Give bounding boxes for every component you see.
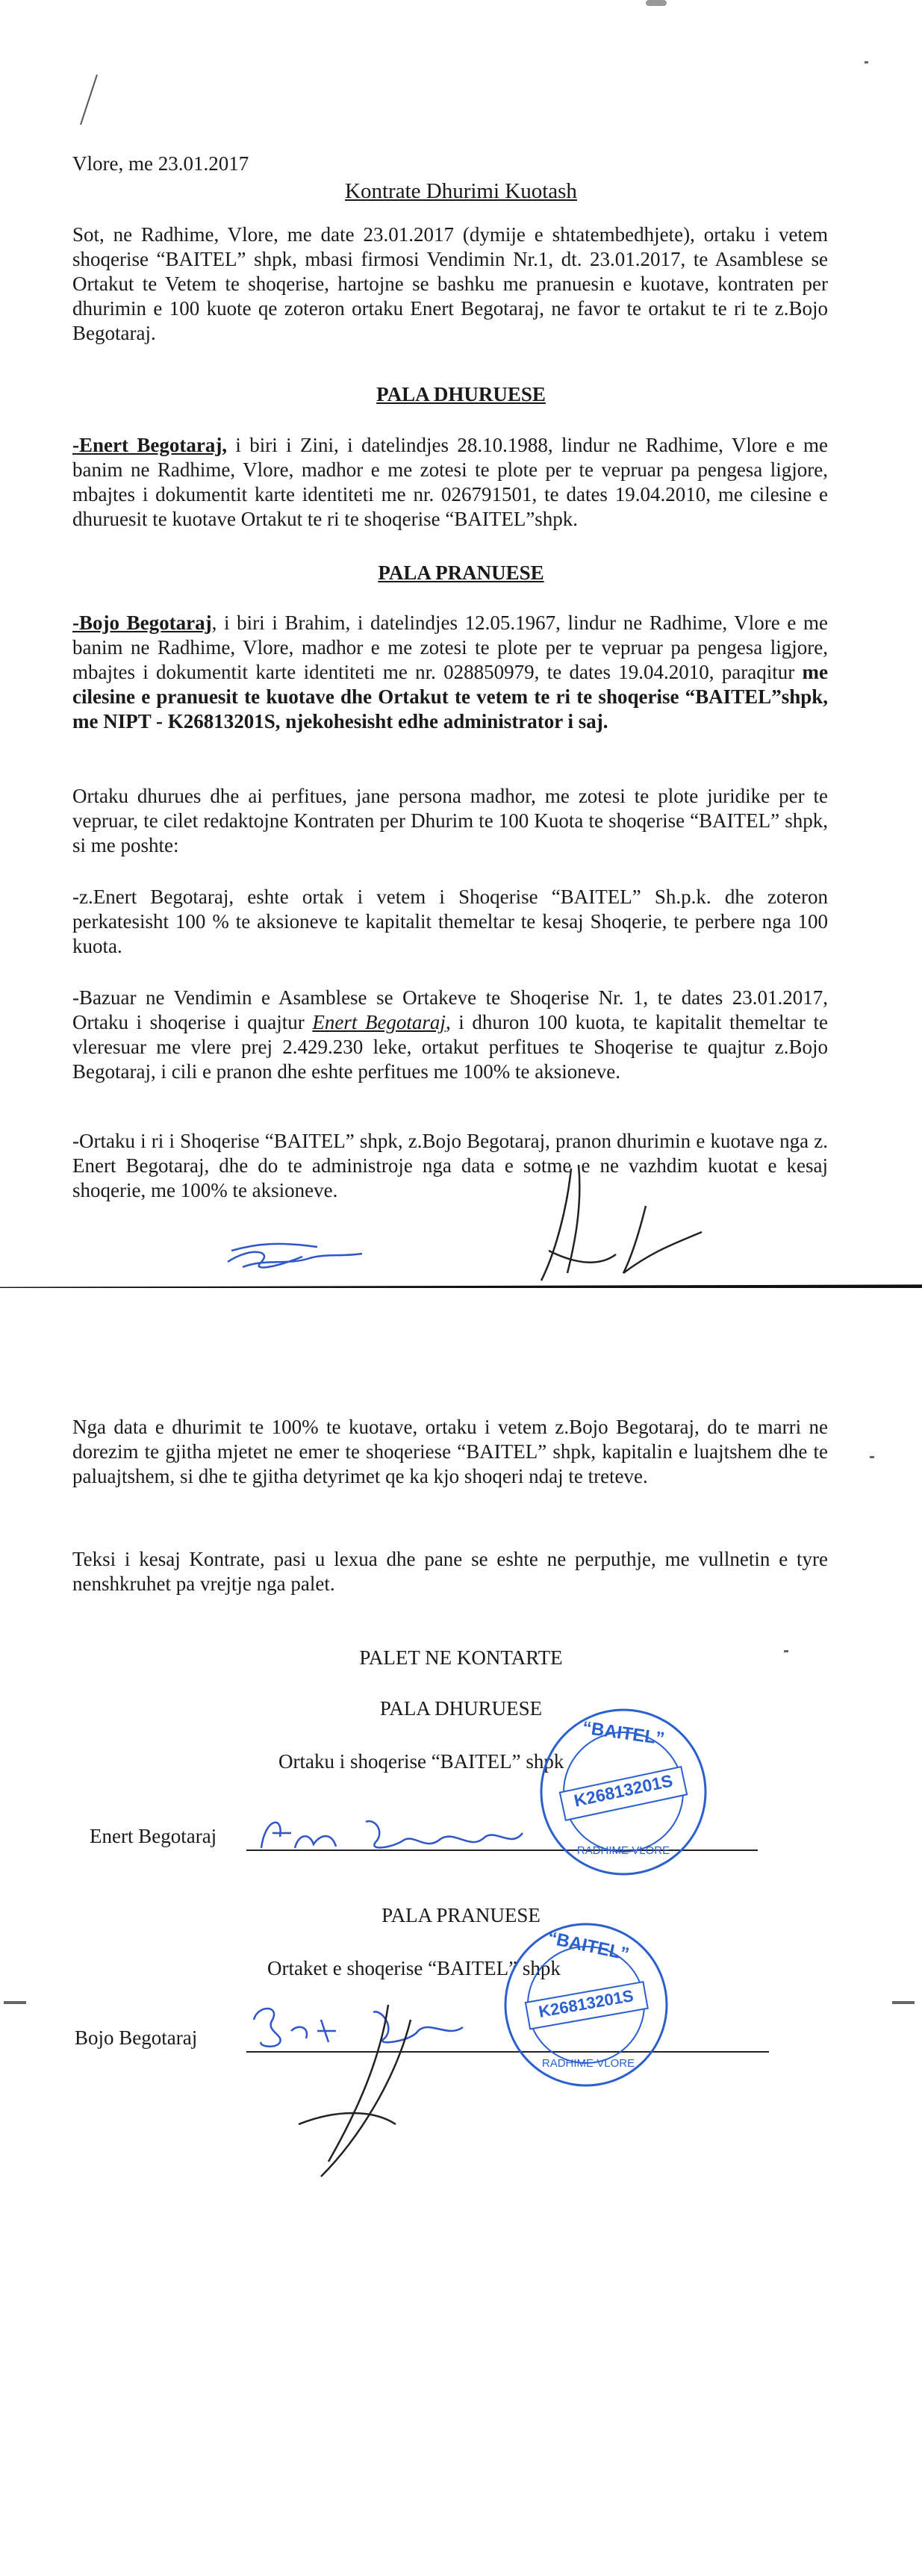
decision-text-a: -Bazuar ne Vendimin e Asamblese se Ortakeve te Shoqerise Nr. 1, te dates 23.01.2017, Ortaku i shoqerise i quajtur (72, 986, 828, 1033)
decision-text-b: , i dhuron 100 kuota, te kapitalit themeltar te vleresuar me vlere prej 2.429.230 leke, ortakut perfitues te Shoqerise te quajtur z.Bojo Begotaraj, i cili e pranon dhe eshte perfitues me 100% te aksioneve. (72, 1011, 828, 1083)
signing-heading-donor: PALA DHURUESE (379, 1697, 543, 1720)
stamp-2-place: RADHIME VLORE (541, 2057, 635, 2070)
signing-heading-receiver: PALA PRANUESE (381, 1904, 541, 1926)
speck (4, 2001, 26, 2004)
closing-paragraph: Teksi i kesaj Kontrate, pasi u lexua dhe pane se eshte ne perputhje, me vullnetin e tyre nenshkruhet pa vrejtje nga palet. (72, 1548, 828, 1595)
stamp-1-company: “BAITEL” (581, 1717, 666, 1749)
heading-parties: PALET NE KONTARTE (359, 1646, 563, 1669)
receiver-details: , i biri i Brahim, i datelindjes 12.05.1967, lindur ne Radhime, Vlore e me banim ne Radhime, Vlore, madhor e me zotesi te plote per te vepruar pa pengesa ligjore, mbajtes i dokumentit karte identiteti me nr. 028850979, te dates 19.04.2010, paraqitur (72, 612, 828, 683)
stamp-1-place: RADHIME VLORE (576, 1844, 670, 1857)
stamp-2-nipt: K26813201S (537, 1986, 635, 2021)
receiver-role: me cilesine e pranuesit te kuotave dhe Ortakut te vetem te ri te shoqerise “BAITEL”shpk, me NIPT - K26813201S, njekohesisht edhe administrator i saj. (72, 661, 828, 732)
donor-signature (254, 1811, 567, 1863)
document-page-2 (0, 1288, 922, 2576)
heading-donor: PALA DHURUESE (376, 383, 546, 405)
contract-title: Kontrate Dhurimi Kuotash (345, 179, 577, 203)
speck (892, 2001, 915, 2004)
donor-name: -Enert Begotaraj, (72, 434, 228, 456)
decision-paragraph (72, 986, 828, 1084)
receiver-role: Ortaket e shoqerise “BAITEL” shpk (267, 1957, 561, 1979)
stamp-2-company: “BAITEL” (546, 1927, 632, 1965)
receiver-name: -Bojo Begotaraj (72, 612, 212, 634)
transfer-paragraph: Nga data e dhurimit te 100% te kuotave, ortaku i vetem z.Bojo Begotaraj, do te marri ne dorezim te gjitha mjetet ne emer te shoqeriese “BAITEL” shpk, kapitalin e luajtshem dhe te paluajtshem, si dhe te gjitha detyrimet qe ka kjo shoqeri ndaj te treteve. (72, 1416, 828, 1487)
speck (784, 1650, 788, 1652)
speck (870, 1456, 874, 1458)
pen-mark (75, 71, 105, 131)
donor-sign-name: Enert Begotaraj (90, 1825, 217, 1847)
intro-paragraph: Sot, ne Radhime, Vlore, me date 23.01.2017 (dymije e shtatembedhjete), ortaku i vetem shoqerise “BAITEL” shpk, mbasi firmosi Vendimin Nr.1, dt. 23.01.2017, te Asamblese se Ortakut te Vetem te shoqerise, hartojne se bashku me pranuesin e kuotave, kontraten per dhurimin e 100 kuote qe zoteron ortaku Enert Begotaraj, ne favor te ortakut te ri te z.Bojo Begotaraj. (72, 223, 828, 344)
donor-details: i biri i Zini, i datelindjes 28.10.1988, lindur ne Radhime, Vlore e me banim ne Radhime, Vlore, madhor e me zotesi te plote per te vepruar pa pengesa ligjore, mbajtes i dokumentit karte identiteti me nr. 026791501, te dates 19.04.2010, me cilesine e dhuruesit te kuotave Ortakut te ri te shoqerise “BAITEL”shpk. (72, 434, 829, 530)
shareholder-paragraph: -z.Enert Begotaraj, eshte ortak i vetem i Shoqerise “BAITEL” Sh.p.k. dhe zoteron perkatesisht 100 % te aksioneve te kapitalit themeltar te kesaj Shoqerie, te perbere nga 100 kuota. (72, 886, 828, 957)
parties-paragraph: Ortaku dhurues dhe ai perfitues, jane persona madhor, me zotesi te plote juridike per te vepruar, te cilet redaktojne Kontraten per Dhurim te 100 Kuota te shoqerise “BAITEL” shpk, si me poshte: (72, 785, 828, 856)
donor-role: Ortaku i shoqerise “BAITEL” shpk (278, 1750, 564, 1773)
heading-receiver: PALA PRANUESE (378, 561, 544, 584)
speck (865, 61, 868, 63)
receiver-paragraph (72, 611, 828, 734)
speck (646, 0, 667, 6)
donor-signature-page1 (220, 1221, 370, 1281)
decision-donor-name: Enert Begotaraj (312, 1011, 446, 1033)
donor-paragraph (72, 433, 828, 532)
receiver-sign-name: Bojo Begotaraj (75, 2026, 198, 2049)
place-date: Vlore, me 23.01.2017 (72, 152, 249, 175)
stamp-1-nipt: K26813201S (572, 1770, 675, 1811)
new-shareholder-paragraph: -Ortaku i ri i Shoqerise “BAITEL” shpk, z.Bojo Begotaraj, pranon dhurimin e kuotave nga z. Enert Begotaraj, dhe do te administroje nga data e sotme e ne vazhdim kuotat e kesaj shoqerie, me 100% te aksioneve. (72, 1130, 828, 1201)
receiver-signature-page1 (526, 1161, 705, 1284)
